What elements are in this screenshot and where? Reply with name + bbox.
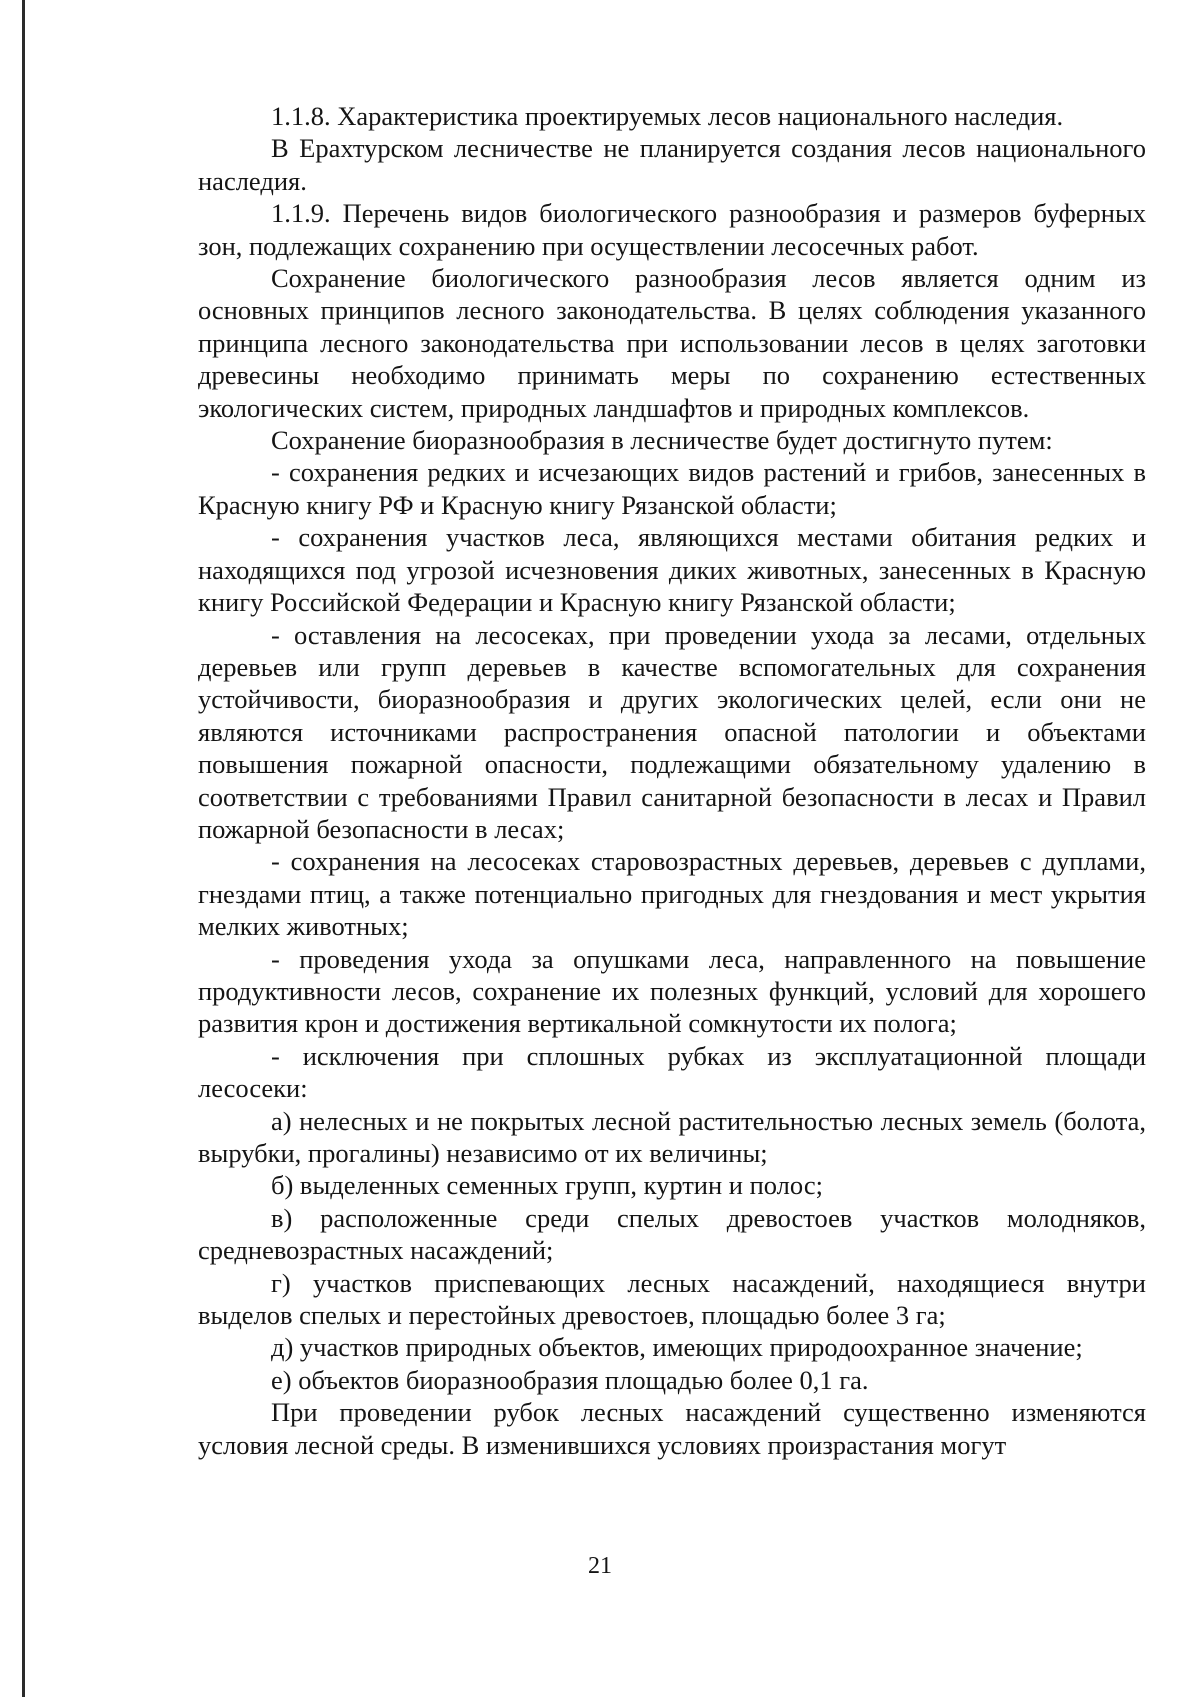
document-body [198,100,1146,1461]
sub-list-item: а) нелесных и не покрытых лесной растительностью лесных земель (болота, вырубки, прогалины) независимо от их величины; [198,1105,1146,1168]
list-item: - сохранения на лесосеках старовозрастных деревьев, деревьев с дуплами, гнездами птиц, а также потенциально пригодных для гнездования и мест укрытия мелких животных; [198,846,1146,942]
section-heading-1-1-9: 1.1.9. Перечень видов биологического разнообразия и размеров буферных зон, подлежащих сохранению при осуществлении лесосечных работ. [198,198,1146,261]
page-number: 21 [588,1553,612,1579]
list-item: - проведения ухода за опушками леса, направленного на повышение продуктивности лесов, сохранение их полезных функций, условий для хорошего развития крон и достижения вертикальной сомкнутости их полога; [198,943,1146,1039]
list-item: - исключения при сплошных рубках из эксплуатационной площади лесосеки: [198,1040,1146,1104]
list-item: - оставления на лесосеках, при проведении ухода за лесами, отдельных деревьев или групп деревьев в качестве вспомогательных для сохранения устойчивости, биоразнообразия и других экологических целей, если они не являются источниками распространения опасной патологии и объектами повышения пожарной опасности, подлежащими обязательному удалению в соответствии с требованиями Правил санитарной безопасности в лесах и Правил пожарной безопасности в лесах; [198,619,1146,844]
sub-list-item: в) расположенные среди спелых древостоев участков молодняков, средневозрастных насаждений; [198,1202,1146,1266]
list-item: - сохранения редких и исчезающих видов растений и грибов, занесенных в Красную книгу РФ и Красную книгу Рязанской области; [198,457,1146,520]
sub-list-item: д) участков природных объектов, имеющих природоохранное значение; [271,1332,1083,1363]
binding-edge-line [22,0,25,1697]
section-heading-1-1-8: 1.1.8. Характеристика проектируемых лесов национального наследия. [271,101,1064,131]
paragraph: Сохранение биологического разнообразия лесов является одним из основных принципов лесного законодательства. В целях соблюдения указанного принципа лесного законодательства при использовании лесов в целях заготовки древесины необходимо принимать меры по сохранению естественных экологических систем, природных ландшафтов и природных комплексов. [198,263,1146,423]
paragraph: Сохранение биоразнообразия в лесничестве будет достигнуто путем: [271,425,1053,456]
list-item: - сохранения участков леса, являющихся местами обитания редких и находящихся под угрозой исчезновения диких животных, занесенных в Красную книгу Российской Федерации и Красную книгу Рязанской области; [198,522,1146,618]
sub-list-item: г) участков приспевающих лесных насаждений, находящиеся внутри выделов спелых и перестойных древостоев, площадью более 3 га; [198,1267,1146,1331]
sub-list-item: е) объектов биоразнообразия площадью более 0,1 га. [271,1364,869,1395]
paragraph: При проведении рубок лесных насаждений существенно изменяются условия лесной среды. В изменившихся условиях произрастания могут [198,1397,1146,1460]
paragraph: В Ерахтурском лесничестве не планируется создания лесов национального наследия. [198,133,1146,196]
sub-list-item: б) выделенных семенных групп, куртин и полос; [271,1170,823,1201]
